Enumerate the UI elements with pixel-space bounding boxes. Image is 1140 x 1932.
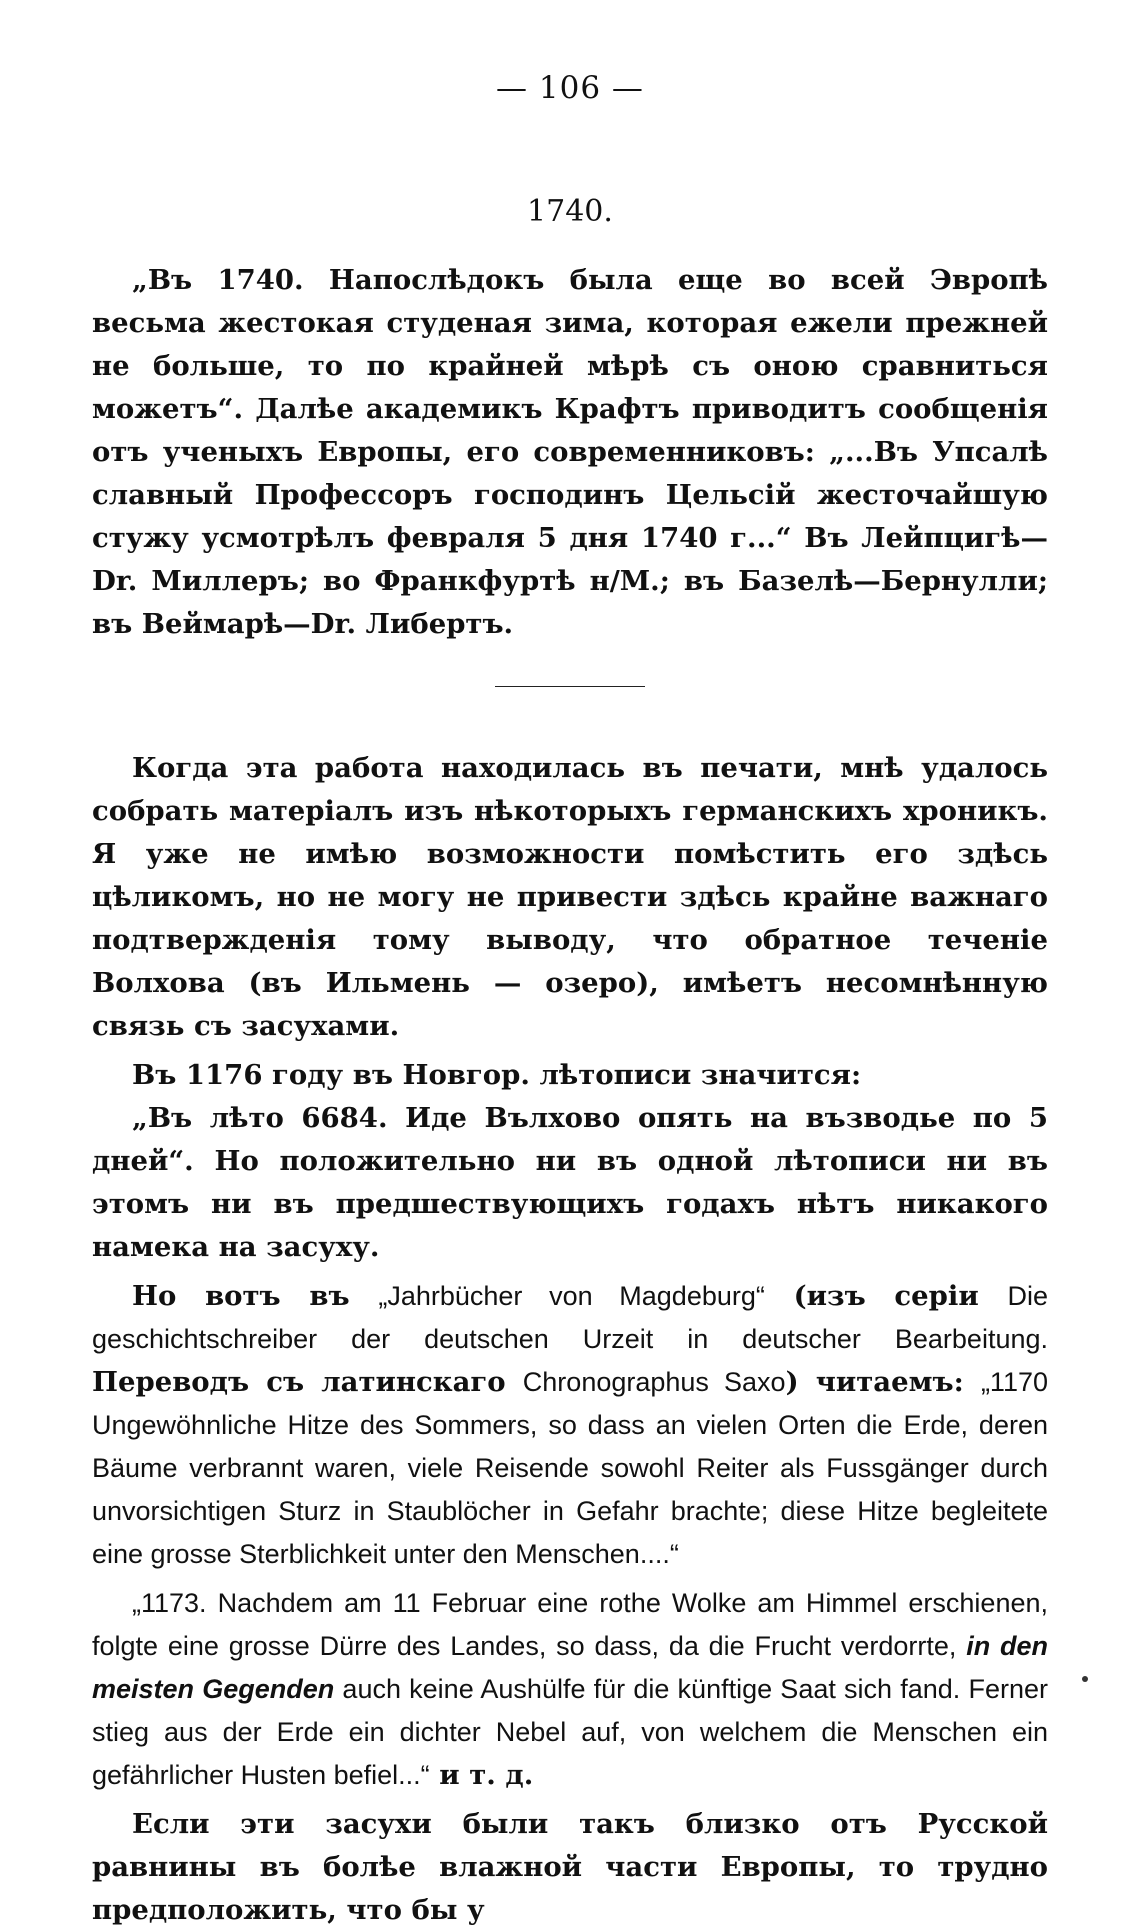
p4-read: ) читаемъ: [785, 1366, 981, 1398]
p4-translation: Переводъ съ латинскаго [92, 1366, 523, 1398]
p4-lead: Но вотъ въ [132, 1280, 379, 1312]
print-speck [1082, 1676, 1088, 1682]
p4-source: Chronographus Saxo [522, 1367, 786, 1397]
section-separator [495, 686, 645, 687]
body-paragraph-2: Въ 1176 году въ Новгор. лѣтописи значится: [132, 1059, 862, 1091]
page-number: — 106 — [496, 70, 644, 106]
body-paragraph-6: Если эти засухи были такъ близко отъ Русской равнины въ болѣе влажной части Европы, то трудно предположить, что бы у [92, 1808, 1048, 1926]
body-paragraph-5 [92, 1582, 1048, 1797]
p5-etc: и т. д. [429, 1759, 534, 1791]
body-paragraph-4 [92, 1275, 1048, 1576]
p4-paren: (изъ серіи [764, 1280, 1008, 1312]
p5-quote-end: auch keine Aushülfe für die künftige Saat sich fand. Ferner stieg aus der Erde ein dichter Nebel auf, von welchem die Menschen ein gefährlicher Husten befiel...“ [92, 1674, 1048, 1790]
p5-quote-start: „1173. Nachdem am 11 Februar eine rothe Wolke am Himmel erschienen, folgte eine grosse Dürre des Landes, so dass, da die Frucht verdorrte, [92, 1588, 1048, 1661]
body-paragraph-1: Когда эта работа находилась въ печати, мнѣ удалось собрать матеріалъ изъ нѣкоторыхъ германскихъ хроникъ. Я уже не имѣю возможности помѣстить его здѣсь цѣликомъ, но не могу не привести здѣсь крайне важнаго подтвержденія тому выводу, что обратное теченіе Волхова (въ Ильмень — озеро), имѣетъ несомнѣнную связь съ засухами. [92, 752, 1048, 1042]
p4-series: Die geschichtschreiber der deutschen Urzeit in deutscher Bearbeitung. [92, 1281, 1048, 1354]
year-heading: 1740. [527, 194, 613, 229]
body-paragraph-3: „Въ лѣто 6684. Иде Вълхово опять на възводье по 5 дней“. Но положительно ни въ одной лѣтописи ни въ этомъ ни въ предшествующихъ годахъ нѣтъ никакого намека на засуху. [92, 1102, 1048, 1263]
p4-title: „Jahrbücher von Magdeburg“ [378, 1281, 765, 1311]
p5-emphasis: in den meisten Gegenden [92, 1631, 1049, 1704]
intro-paragraph: „Въ 1740. Напослѣдокъ была еще во всей Эвропѣ весьма жестокая студеная зима, которая ежели прежней не больше, то по крайней мѣрѣ съ оною сравниться можетъ“. Далѣе академикъ Крафтъ приводитъ сообщенія отъ ученыхъ Европы, его современниковъ: „...Въ Упсалѣ славный Профессоръ господинъ Цельсій жесточайшую стужу усмотрѣлъ февраля 5 дня 1740 г...“ Въ Лейпцигѣ—Dr. Миллеръ; во Франкфуртѣ н/М.; въ Базелѣ—Бернулли; въ Веймарѣ—Dr. Либертъ. [92, 264, 1048, 640]
p4-quote: „1170 Ungewöhnliche Hitze des Sommers, so dass an vielen Orten die Erde, deren Bäume verbrannt waren, viele Reisende sowohl Reiter als Fussgänger durch unvorsichtigen Sturz in Staublöcher in Gefahr brachte; diese Hitze begleitete eine grosse Sterblichkeit unter den Menschen....“ [92, 1367, 1048, 1569]
